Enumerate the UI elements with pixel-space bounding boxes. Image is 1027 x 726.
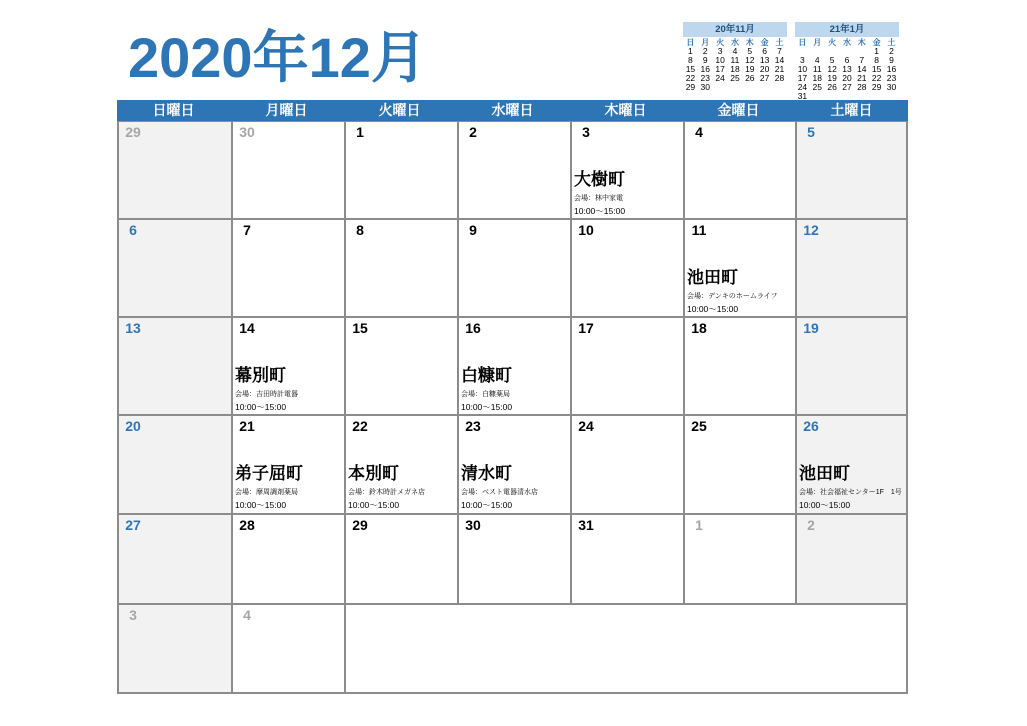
mini-day: 2 [702, 46, 708, 56]
event-time: 10:00～15:00 [461, 500, 513, 510]
mini-day: 17 [715, 64, 725, 74]
event [461, 464, 538, 511]
event-venue: 会場：鈴木時計メガネ店 [348, 489, 425, 496]
event-venue: 会場：社会福祉センター1F 1号 [799, 489, 902, 496]
mini-day: 6 [762, 46, 767, 56]
mini-empty-day [884, 92, 899, 101]
mini-empty-day [757, 83, 772, 92]
day-number: 22 [352, 418, 368, 434]
mini-weekday-label: 日 [798, 38, 807, 47]
mini-day: 10 [715, 55, 725, 65]
day-cell [459, 416, 570, 513]
day-number: 14 [239, 320, 255, 336]
day-number: 6 [129, 222, 137, 238]
event-town: 白糠町 [461, 366, 512, 385]
day-cell [797, 416, 906, 513]
mini-day: 8 [874, 55, 879, 65]
day-cell [572, 318, 683, 414]
mini-calendar-next-month [795, 22, 899, 101]
mini-weekday-label: 日 [686, 38, 695, 47]
event-town: 清水町 [461, 464, 512, 483]
mini-day: 8 [688, 55, 693, 65]
event [574, 170, 625, 217]
mini-day: 26 [745, 73, 755, 83]
mini-weekday-label: 木 [745, 38, 754, 47]
day-number: 28 [239, 517, 255, 533]
mini-day: 28 [774, 73, 785, 83]
mini-weekday-label: 月 [701, 38, 710, 47]
day-cell [459, 122, 570, 218]
event-town: 大樹町 [574, 170, 625, 189]
mini-day: 26 [827, 82, 837, 92]
event-town: 弟子屈町 [235, 464, 303, 483]
day-cell [459, 220, 570, 316]
mini-day: 27 [842, 82, 852, 92]
mini-day: 18 [812, 73, 822, 83]
mini-day: 13 [759, 55, 770, 65]
day-cell [346, 122, 457, 218]
weekday-header-sunday: 日曜日 [152, 102, 195, 118]
mini-day: 3 [800, 55, 805, 65]
mini-empty-day [810, 92, 825, 101]
mini-day: 30 [886, 82, 897, 92]
day-cell [685, 515, 795, 603]
mini-day: 22 [685, 73, 696, 83]
day-number: 12 [803, 222, 819, 238]
event-venue: 会場：摩周調剤薬局 [235, 489, 298, 496]
event [235, 464, 303, 511]
mini-day: 19 [827, 73, 837, 83]
mini-day: 15 [871, 64, 882, 74]
mini-empty-day [840, 92, 855, 101]
weekday-header-bar [117, 100, 908, 121]
mini-day: 22 [871, 73, 882, 83]
day-cell [233, 220, 344, 316]
mini-empty-day [772, 83, 787, 92]
event-venue: 会場：吉田時計電器 [235, 391, 298, 398]
mini-weekday-row [795, 38, 899, 47]
mini-day: 11 [730, 55, 740, 65]
mini-empty-day [713, 83, 728, 92]
mini-empty-day [742, 83, 757, 92]
day-cell [233, 416, 344, 513]
day-number: 4 [695, 124, 703, 140]
mini-day: 21 [857, 73, 867, 83]
day-number: 29 [352, 517, 368, 533]
event-time: 10:00～15:00 [235, 500, 287, 510]
event [235, 366, 298, 413]
mini-day: 28 [857, 82, 867, 92]
mini-day: 21 [774, 64, 785, 74]
weekday-header-monday: 月曜日 [265, 102, 308, 118]
mini-weekday-label: 金 [872, 38, 881, 47]
mini-weekday-label: 火 [716, 38, 725, 47]
day-cell [346, 318, 457, 414]
mini-weekday-label: 月 [813, 38, 822, 47]
mini-day: 4 [732, 46, 738, 56]
day-cell [685, 122, 795, 218]
mini-day: 6 [844, 55, 850, 65]
weekday-header-saturday: 土曜日 [830, 102, 873, 118]
calendar-grid [117, 121, 908, 694]
mini-day: 19 [745, 64, 755, 74]
mini-day: 7 [777, 46, 782, 56]
mini-calendar-title: 20年11月 [683, 22, 787, 37]
mini-weekday-label: 土 [775, 38, 784, 47]
day-number: 13 [125, 320, 141, 336]
empty-cell [346, 605, 906, 692]
day-number: 4 [243, 607, 251, 623]
event-time: 10:00～15:00 [461, 402, 513, 412]
day-number: 8 [356, 222, 364, 238]
day-number: 3 [129, 607, 137, 623]
event-town: 幕別町 [235, 366, 286, 385]
event-town: 本別町 [348, 464, 399, 483]
event-venue: 会場：林中家電 [574, 195, 623, 202]
mini-empty-day [728, 83, 743, 92]
mini-day: 12 [827, 64, 837, 74]
day-number: 20 [125, 418, 141, 434]
day-cell [233, 318, 344, 414]
weekday-header-friday: 金曜日 [717, 102, 760, 118]
mini-weekday-label: 水 [730, 38, 739, 47]
mini-day: 1 [874, 46, 879, 56]
mini-day: 17 [797, 73, 808, 83]
event-venue: 会場：白糠薬局 [461, 391, 510, 398]
event-time: 10:00～15:00 [799, 500, 851, 510]
event [348, 464, 425, 511]
mini-weekday-label: 水 [842, 38, 851, 47]
mini-day: 25 [812, 82, 822, 92]
day-number: 3 [582, 124, 590, 140]
day-number: 29 [125, 124, 141, 140]
mini-day: 14 [857, 64, 867, 74]
day-cell [459, 318, 570, 414]
mini-calendar-previous-month [683, 22, 787, 92]
weekday-header-wednesday: 水曜日 [491, 102, 534, 118]
mini-day: 10 [797, 64, 808, 74]
mini-weekday-label: 金 [760, 38, 769, 47]
day-number: 1 [356, 124, 364, 140]
mini-day: 11 [812, 64, 822, 74]
mini-weekday-label: 火 [828, 38, 837, 47]
event-town: 池田町 [687, 268, 738, 287]
mini-day: 5 [747, 46, 753, 56]
event-time: 10:00～15:00 [348, 500, 400, 510]
mini-day: 13 [842, 64, 852, 74]
day-number: 15 [352, 320, 368, 336]
event [799, 464, 902, 511]
mini-day: 4 [814, 55, 820, 65]
day-number: 31 [578, 517, 594, 533]
mini-empty-day [869, 92, 884, 101]
event-time: 10:00～15:00 [687, 304, 739, 314]
mini-day: 1 [688, 46, 693, 56]
mini-weekday-label: 木 [857, 38, 866, 47]
day-cell [233, 122, 344, 218]
day-cell [797, 122, 906, 218]
event-venue: 会場：ベスト電器清水店 [461, 489, 538, 496]
weekday-header-tuesday: 火曜日 [378, 102, 421, 118]
mini-day: 30 [700, 82, 710, 92]
mini-weekday-label: 土 [887, 38, 896, 47]
day-number: 5 [807, 124, 815, 140]
day-number: 2 [807, 517, 815, 533]
day-cell [119, 515, 231, 603]
mini-week-row [795, 83, 899, 92]
day-cell [233, 605, 344, 692]
day-number: 16 [465, 320, 481, 336]
day-number: 9 [469, 222, 477, 238]
mini-day: 18 [730, 64, 740, 74]
day-cell [572, 515, 683, 603]
mini-day: 15 [685, 64, 696, 74]
mini-day: 2 [889, 46, 894, 56]
day-number: 19 [803, 320, 819, 336]
day-number: 30 [239, 124, 255, 140]
mini-empty-day [825, 92, 840, 101]
day-cell [797, 515, 906, 603]
day-cell [233, 515, 344, 603]
day-number: 27 [125, 517, 141, 533]
mini-day: 16 [700, 64, 710, 74]
mini-day: 24 [797, 82, 808, 92]
mini-day: 12 [745, 55, 755, 65]
mini-day: 14 [774, 55, 785, 65]
day-number: 7 [243, 222, 251, 238]
day-number: 30 [465, 517, 481, 533]
mini-day: 7 [859, 55, 865, 65]
day-cell [572, 122, 683, 218]
mini-day: 3 [717, 46, 723, 56]
mini-day: 5 [829, 55, 835, 65]
day-cell [797, 318, 906, 414]
mini-day: 16 [886, 64, 897, 74]
event-venue: 会場：デンキのホームライフ [687, 293, 778, 300]
mini-week-row [683, 74, 787, 83]
day-cell [685, 416, 795, 513]
mini-calendar-title: 21年1月 [795, 22, 899, 37]
day-cell [572, 416, 683, 513]
mini-day: 23 [700, 73, 710, 83]
mini-day: 20 [759, 64, 770, 74]
day-cell [685, 318, 795, 414]
day-cell [685, 220, 795, 316]
day-number: 18 [691, 320, 707, 336]
page-title: 2020年12月 [128, 26, 427, 89]
day-cell [119, 416, 231, 513]
day-number: 2 [469, 124, 477, 140]
day-number: 24 [578, 418, 594, 434]
day-cell [346, 220, 457, 316]
day-number: 26 [803, 418, 819, 434]
event-time: 10:00～15:00 [574, 206, 626, 216]
mini-week-row [683, 83, 787, 92]
mini-day: 24 [715, 73, 725, 83]
event-town: 池田町 [799, 464, 850, 483]
mini-day: 9 [702, 55, 708, 65]
day-number: 21 [239, 418, 255, 434]
mini-day: 29 [685, 82, 696, 92]
day-cell [346, 416, 457, 513]
day-cell [572, 220, 683, 316]
day-cell [119, 220, 231, 316]
day-number: 10 [578, 222, 594, 238]
mini-day: 31 [797, 91, 808, 101]
day-cell [459, 515, 570, 603]
day-cell [119, 605, 231, 692]
event [461, 366, 512, 413]
day-number: 25 [691, 418, 707, 434]
day-number: 23 [465, 418, 481, 434]
weekday-header-thursday: 木曜日 [604, 102, 647, 118]
day-cell [119, 122, 231, 218]
day-cell [119, 318, 231, 414]
event-time: 10:00～15:00 [235, 402, 287, 412]
mini-day: 9 [889, 55, 894, 65]
mini-day: 20 [842, 73, 852, 83]
mini-day: 25 [730, 73, 740, 83]
mini-empty-day [854, 92, 869, 101]
mini-day: 29 [871, 82, 882, 92]
day-number: 17 [578, 320, 594, 336]
mini-week-row [795, 92, 899, 101]
event [687, 268, 777, 315]
day-cell [346, 515, 457, 603]
mini-day: 23 [886, 73, 897, 83]
day-cell [797, 220, 906, 316]
day-number: 11 [691, 222, 707, 238]
day-number: 1 [695, 517, 703, 533]
mini-day: 27 [759, 73, 770, 83]
